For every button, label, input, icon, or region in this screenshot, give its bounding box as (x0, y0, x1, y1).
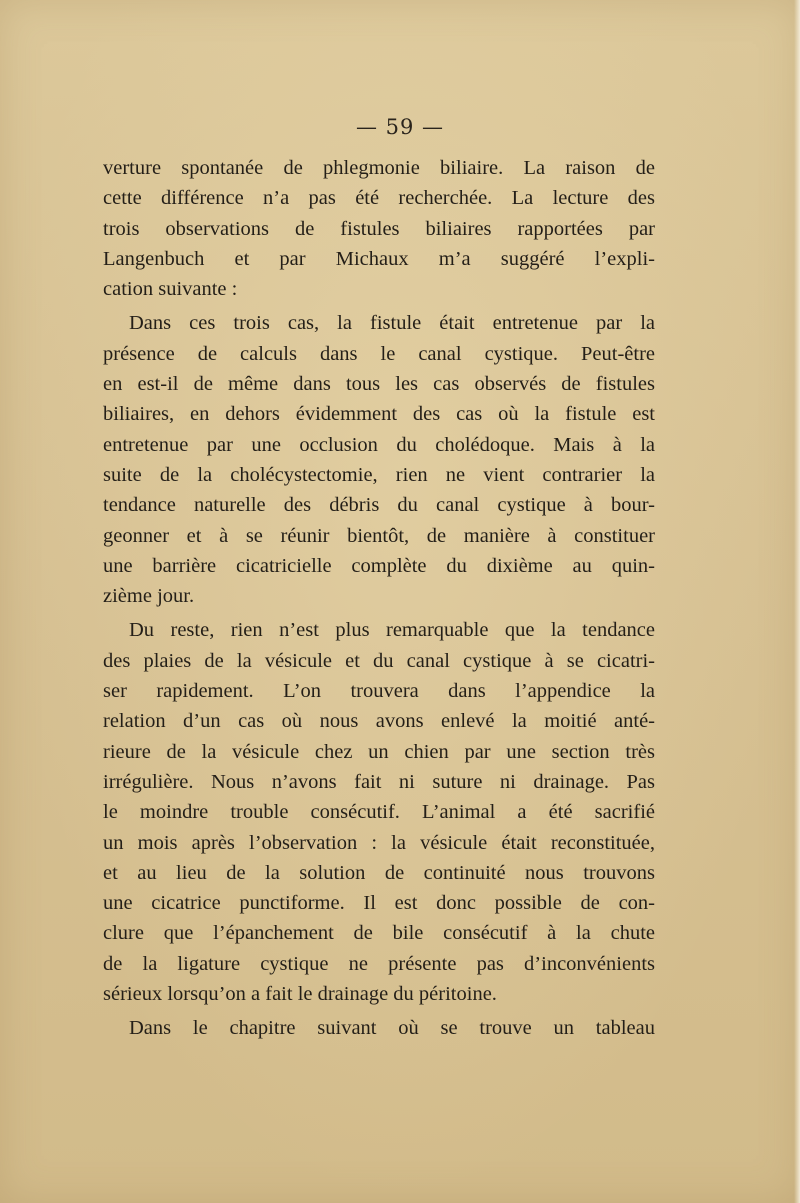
text-line: Dans ces trois cas, la fistule était entretenue par la (129, 312, 655, 335)
text-line: irrégulière. Nous n’avons fait ni suture ni drainage. Pas (103, 770, 655, 793)
text-line: biliaires, en dehors évidemment des cas où la fistule est (103, 403, 655, 426)
text-line: verture spontanée de phlegmonie biliaire. La raison de (103, 157, 655, 179)
body-text (103, 153, 655, 1044)
page-number: — 59 — (355, 115, 445, 139)
text-line: des plaies de la vésicule et du canal cystique à se cicatri- (103, 649, 655, 672)
text-line: un mois après l’observation : la vésicule était reconstituée, (103, 831, 655, 854)
text-line: cation suivante : (103, 278, 238, 301)
text-line: zième jour. (103, 585, 195, 608)
text-line: entretenue par une occlusion du cholédoque. Mais à la (103, 433, 655, 456)
text-line: rieure de la vésicule chez un chien par une section très (103, 740, 655, 763)
text-line: suite de la cholécystectomie, rien ne vient contrarier la (103, 463, 655, 486)
text-line: Dans le chapitre suivant où se trouve un tableau (129, 1017, 655, 1040)
text-line: une barrière cicatricielle complète du dixième au quin- (103, 554, 655, 577)
text-line: présence de calculs dans le canal cystique. Peut-être (103, 342, 655, 365)
text-line: sérieux lorsqu’on a fait le drainage du péritoine. (103, 983, 497, 1006)
text-line: Langenbuch et par Michaux m’a suggéré l’expli- (103, 247, 655, 270)
text-line: geonner et à se réunir bientôt, de manière à constituer (103, 524, 655, 547)
text-line: et au lieu de la solution de continuité nous trouvons (103, 861, 655, 884)
text-line: clure que l’épanchement de bile consécutif à la chute (103, 922, 655, 945)
text-line: tendance naturelle des débris du canal cystique à bour- (103, 494, 655, 517)
text-line: en est-il de même dans tous les cas observés de fistules (103, 373, 655, 396)
text-line: relation d’un cas où nous avons enlevé la moitié anté- (103, 710, 655, 733)
text-line: trois observations de fistules biliaires rapportées par (103, 217, 655, 240)
text-line: cette différence n’a pas été recherchée. La lecture des (103, 187, 655, 210)
text-line: Du reste, rien n’est plus remarquable que la tendance (129, 619, 655, 642)
text-line: une cicatrice punctiforme. Il est donc possible de con- (103, 892, 655, 915)
page-edge (794, 0, 800, 1203)
text-line: le moindre trouble consécutif. L’animal a été sacrifié (103, 801, 655, 824)
text-line: de la ligature cystique ne présente pas d’inconvénients (103, 952, 655, 975)
text-line: ser rapidement. L’on trouvera dans l’appendice la (103, 680, 655, 703)
